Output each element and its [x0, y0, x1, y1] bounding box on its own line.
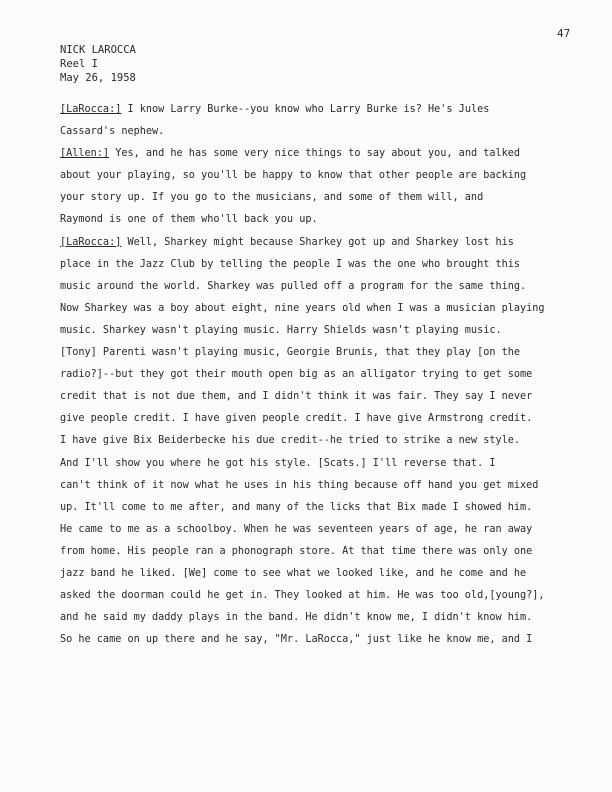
line-text: your story up. If you go to the musicians, and some of them will, and: [60, 192, 484, 204]
line-text: music around the world. Sharkey was pulled off a program for the same thing.: [60, 280, 527, 292]
transcript-line: [60, 585, 580, 607]
transcript-header: [60, 43, 136, 85]
transcript-line: [60, 187, 580, 209]
line-text: Raymond is one of them who'll back you up.: [60, 214, 318, 226]
line-text: I have give Bix Beiderbecke his due credit--he tried to strike a new style.: [60, 435, 521, 447]
line-text: credit that is not due them, and I didn't think it was fair. They say I never: [60, 391, 533, 403]
transcript-line: [60, 364, 580, 386]
line-text: So he came on up there and he say, "Mr. LaRocca," just like he know me, and I: [60, 634, 533, 646]
transcript-line: [60, 320, 580, 342]
interviewee-name: NICK LAROCCA: [60, 44, 136, 56]
transcript-line: [60, 209, 580, 231]
transcript-line: [60, 453, 580, 475]
line-text: He came to me as a schoolboy. When he was seventeen years of age, he ran away: [60, 523, 533, 535]
transcript-line: [60, 121, 580, 143]
line-text: Yes, and he has some very nice things to say about you, and talked: [109, 148, 521, 160]
reel-label: Reel I: [60, 58, 98, 70]
transcript-line: [60, 563, 580, 585]
transcript-body: [60, 99, 580, 651]
line-text: asked the doorman could he get in. They looked at him. He was too old,[young?],: [60, 590, 545, 602]
transcript-line: [60, 430, 580, 452]
line-text: and he said my daddy plays in the band. He didn't know me, I didn't know him.: [60, 612, 533, 624]
page-number: 47: [557, 27, 571, 40]
transcript-line: [60, 386, 580, 408]
line-text: from home. His people ran a phonograph store. At that time there was only one: [60, 545, 533, 557]
speaker-label: [LaRocca:]: [60, 104, 122, 115]
transcript-line: [60, 254, 580, 276]
line-text: can't think of it now what he uses in his thing because off hand you get mixed: [60, 479, 539, 491]
line-text: place in the Jazz Club by telling the people I was the one who brought this: [60, 258, 521, 270]
line-text: give people credit. I have given people credit. I have give Armstrong credit.: [60, 413, 533, 425]
transcript-line: [60, 519, 580, 541]
transcript-line: [60, 276, 580, 298]
transcript-line: [60, 165, 580, 187]
transcript-line: [60, 475, 580, 497]
line-text: [Tony] Parenti wasn't playing music, Georgie Brunis, that they play [on the: [60, 347, 521, 359]
speaker-label: [Allen:]: [60, 148, 110, 160]
interview-date: May 26, 1958: [60, 72, 136, 84]
transcript-line: [60, 143, 580, 165]
transcript-line: [60, 607, 580, 629]
transcript-line: [60, 497, 580, 519]
transcript-line: [60, 629, 580, 651]
line-text: up. It'll come to me after, and many of the licks that Bix made I showed him.: [60, 501, 533, 513]
line-text: radio?]--but they got their mouth open big as an alligator trying to get some: [60, 369, 533, 381]
line-text: Now Sharkey was a boy about eight, nine years old when I was a musician playing: [60, 302, 545, 314]
line-text: jazz band he liked. [We] come to see what we looked like, and he come and he: [60, 567, 527, 579]
transcript-line: [60, 298, 580, 320]
transcript-line: [60, 232, 580, 254]
line-text: Well, Sharkey might because Sharkey got up and Sharkey lost his: [121, 236, 514, 248]
transcript-line: [60, 99, 580, 121]
transcript-line: [60, 342, 580, 364]
transcript-line: [60, 541, 580, 563]
line-text: Cassard's nephew.: [60, 126, 165, 138]
speaker-label: [LaRocca:]: [60, 236, 122, 248]
line-text: I know Larry Burke--you know who Larry Burke is? He's Jules: [121, 104, 490, 115]
line-text: And I'll show you where he got his style. [Scats.] I'll reverse that. I: [60, 457, 496, 469]
line-text: about your playing, so you'll be happy to know that other people are backing: [60, 170, 527, 182]
line-text: music. Sharkey wasn't playing music. Harry Shields wasn't playing music.: [60, 324, 502, 336]
transcript-line: [60, 408, 580, 430]
